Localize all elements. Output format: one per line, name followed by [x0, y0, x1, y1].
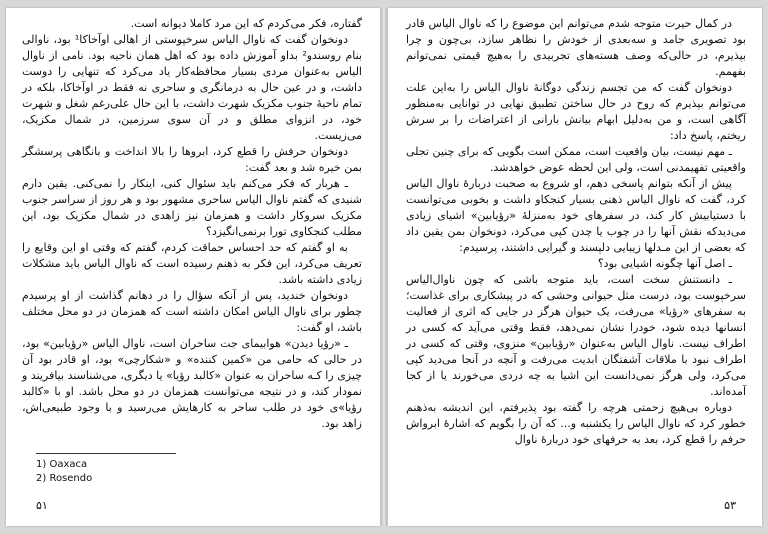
paragraph: ـ دانستنش سخت است، باید متوجه باشی که چون ناوال‌الیاس سرخپوست بود، درست مثل حیوانی وحشی که در پیشکاری برای غذاست؛ به سفرهای «رؤیا» می‌رفت، یک حیوان هرگز در جایی که اثری از فعالیت انسانها دیده شود، خودرا نشان نمی‌دهد، فقط وقتی می‌آید که کسی در اطراف نیست. ناوال الیاس به‌عنوان «رؤیابین» منزوی، وقتی که کسی در اطراف نبود با ملاقات آشفتگان ابدیت می‌رفت و آنچه در آنجا می‌دید کپی می‌کرد، ولی هرگز نمی‌دانست این اشیا به چه دردی می‌خورند یا از کجا آمده‌اند.	[406, 273, 746, 398]
paragraph: ـ «رؤیا دیدن» هوابیمای جت ساحران است، ناوال الیاس «رؤیابین» بود، در حالی که حامی من «کمین کننده» و «شکارچی» بود، او قادر بود آن چیزی را کـه ساحران به عنوان «کالبد رؤیا» یا دیگری، می‌شناسند بیافریند و نمودار کند، و در نتیجه می‌توانست همزمان در دو محل باشد. او با «کالبد رؤیا»ی خود در طلب ساحر به کارهایش می‌رسید و با وجود طبیعی‌اش، زاهد بود.	[22, 337, 362, 430]
paragraph: دوباره بی‌هیچ زحمتی هرچه را گفته بود پذیرفتم، این اندیشه به‌ذهنم خطور کرد که ناوال الیاس را یکشنبه و... که آن را بگویم که اشارهٔ ابرواش حرفم را قطع کرد، بعد به حرفهای خود دربارهٔ ناوال	[406, 401, 746, 446]
page-number: ۵۳	[724, 499, 736, 512]
paragraph: دونخوان گفت که ناوال الیاس سرخپوستی از اهالی اوآخاکا¹ بود، ناوالی بنام روسندو² بداو آموزش داده بود که اهل همان ناحیه بود. نامی از ناوال الیاس به‌عنوان مردی بسیار محافظه‌کار یاد می‌کرد که تنهایی را دوست داشت، و در عین حال به درمانگری و ساحری نه فقط در اوآخاکا، بلکه در تمام ناحیهٔ جنوب مکزیک شهرت داشت، با این حال علی‌رغم شغل و شهرت خود، در انزوای مطلق و در آن سوی سرزمین، در شمال مکزیک، می‌زیست.	[22, 33, 362, 142]
paragraph: پیش از آنکه بتوانم پاسخی دهم، او شروع به صحبت دربارهٔ ناوال الیاس کرد، گفت که ناوال الیاس ذهنی بسیار کنجکاو داشت و بخوبی می‌توانست با دستیابیش کار کند، در سفرهای خود به‌منزلهٔ «رؤیابین» اشیای زیادی می‌دیدکه نقش آنها را در چوب یا چدن کپی می‌کرد، دونخوان بمن یقین داد که بعضی از این مـدلها زیبایی دلپسند و گیرایی داشتند، پرسیدم:	[406, 177, 746, 254]
paragraph: ـ مهم نیست، بیان واقعیت است، ممکن است بگویی که برای چنین تجلی واقعیتی تفهیمدنی است، ولی این لحظه عوض خواهدشد.	[406, 145, 746, 174]
paragraph: ـ هربار که فکر می‌کنم باید سئوال کنی، اینکار را نمی‌کنی. یقین دارم شنیدی که گفتم ناوال الیاس ساحری مشهور بود و هر روز از سراسر جنوب مکزیک سروکار داشت و همزمان نیز زاهدی در شمال مکزیک بود، این مطلب کنجکاوی تورا برنمی‌انگیزد؟	[22, 177, 362, 238]
paragraph: دونخوان گفت که من تجسم زندگی دوگانهٔ ناوال الیاس را به‌این علت می‌توانم بپذیرم که روح در حال ساختن تطبیق نهایی در توانایی به‌منظور آگاهی است، و من به‌دلیل ابهام بیانش بارانی از اعتراضات را بر سرش ریختم، پاسخ داد:	[406, 81, 746, 142]
paragraph: در کمال حیرت متوجه شدم می‌توانم این موضوع را که ناوال الیاس قادر بود تصویری جامد و سه‌بعدی از خودش را نظاهر سازد، بی‌چون و چرا بپذیرم، در حالی‌که وصف هسته‌های تجربیدی را به‌هیچ قیمتی نمی‌توانم بفهمم.	[406, 17, 746, 78]
page-number: ۵۱	[36, 499, 48, 512]
left-page-text	[22, 16, 362, 432]
footnote: 2) Rosendo	[36, 473, 93, 484]
paragraph: دونخوان خندید، پس از آنکه سؤال را در دهانم گذاشت از او پرسیدم چطور برای ناوال الیاس امکان داشته است که همزمان در دو محل مختلف باشد، او گفت:	[22, 289, 362, 334]
paragraph: دونخوان حرفش را قطع کرد، ابروها را بالا انداخت و بانگاهی پرسشگر بمن خیره شد و بعد گفت:	[22, 145, 362, 174]
paragraph: ـ اصل آنها چگونه اشیایی بود؟	[597, 257, 732, 270]
footnote: 1) Oaxaca	[36, 459, 88, 470]
right-page-text	[406, 16, 746, 448]
left-page	[6, 8, 380, 526]
book-gutter	[381, 8, 387, 526]
right-page	[388, 8, 762, 526]
footnotes	[36, 458, 92, 486]
footnote-divider	[36, 453, 176, 454]
paragraph: به او گفتم که حد احساس حماقت کردم، گفتم که وقتی او این وقایع را تعریف می‌کرد، این فکر به ذهنم رسیده است که ناوال الیاس باید مشکلات زیادی داشته باشد.	[22, 241, 362, 286]
paragraph: گفتاره، فکر می‌کردم که این مرد کاملا دیوانه است.	[130, 17, 362, 30]
